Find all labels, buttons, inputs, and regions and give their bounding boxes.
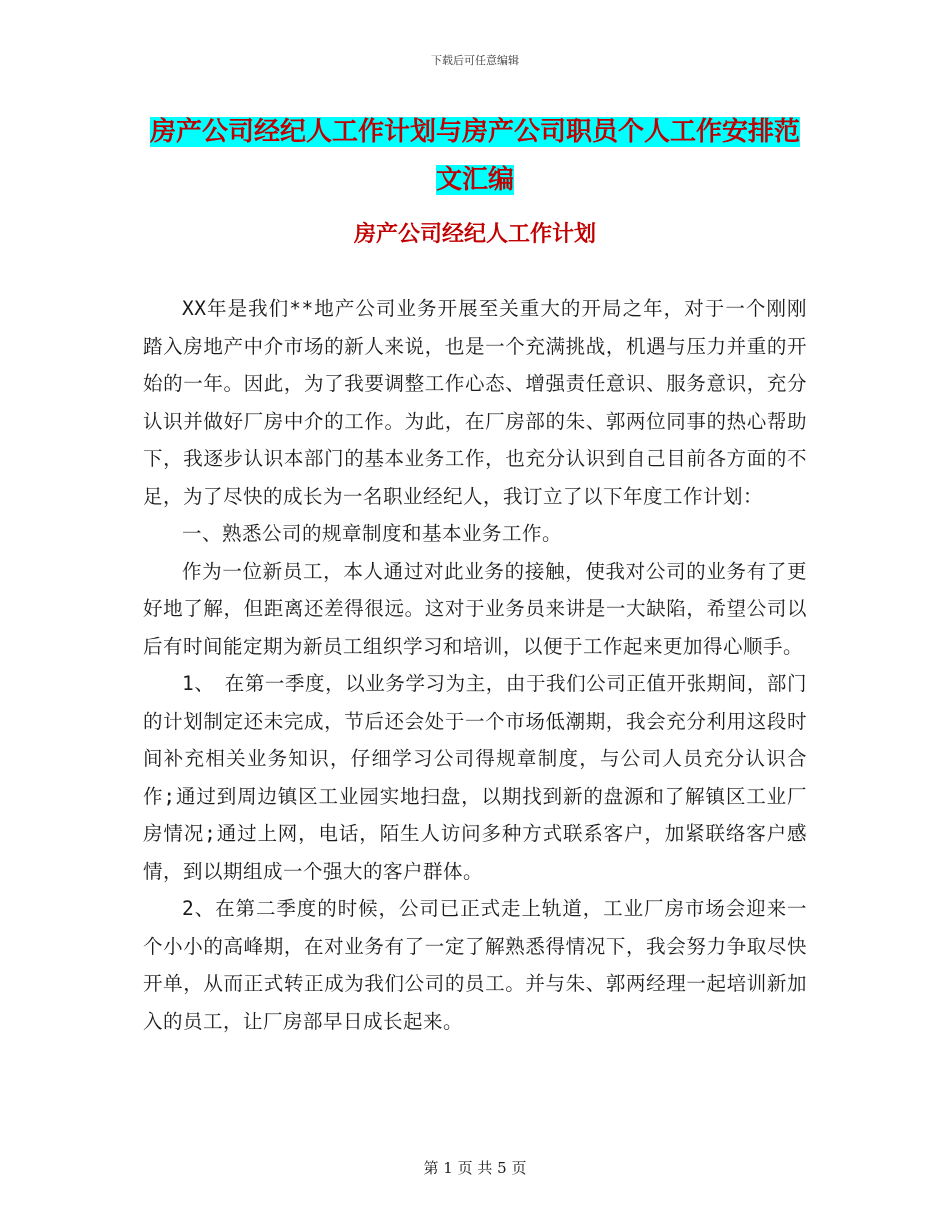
document-title-text: 房产公司经纪人工作计划与房产公司职员个人工作安排范文汇编: [149, 117, 800, 195]
section-title: 房产公司经纪人工作计划: [353, 222, 596, 247]
paragraph: 1、 在第一季度，以业务学习为主，由于我们公司正值开张期间，部门的计划制定还未完成，节后还会处于一个市场低潮期，我会充分利用这段时间补充相关业务知识，仔细学习公司得规章制度，与公司人员充分认识合作;通过到周边镇区工业园实地扫盘，以期找到新的盘源和了解镇区工业厂房情况;通过上网，电话，陌生人访问多种方式联系客户，加紧联络客户感情，到以期组成一个强大的客户群体。: [143, 672, 807, 883]
paragraph: 2、在第二季度的时候，公司已正式走上轨道，工业厂房市场会迎来一个小小的高峰期，在对业务有了一定了解熟悉得情况下，我会努力争取尽快开单，从而正式转正成为我们公司的员工。并与朱、郭两经理一起培训新加入的员工，让厂房部早日成长起来。: [143, 897, 807, 1033]
header-note: 下载后可任意编辑: [431, 54, 519, 67]
document-title: [145, 108, 805, 204]
paragraph: 一、熟悉公司的规章制度和基本业务工作。: [182, 522, 563, 545]
paragraph: XX年是我们**地产公司业务开展至关重大的开局之年，对于一个刚刚踏入房地产中介市场的新人来说，也是一个充满挑战，机遇与压力并重的开始的一年。因此，为了我要调整工作心态、增强责任意识、服务意识，充分认识并做好厂房中介的工作。为此，在厂房部的朱、郭两位同事的热心帮助下，我逐步认识本部门的基本业务工作，也充分认识到自己目前各方面的不足，为了尽快的成长为一名职业经纪人，我订立了以下年度工作计划：: [143, 297, 807, 508]
body-text: [143, 290, 807, 1040]
paragraph: 作为一位新员工，本人通过对此业务的接触，使我对公司的业务有了更好地了解，但距离还差得很远。这对于业务员来讲是一大缺陷，希望公司以后有时间能定期为新员工组织学习和培训，以便于工作起来更加得心顺手。: [143, 559, 807, 658]
page-number-footer: 第 1 页 共 5 页: [423, 1159, 527, 1177]
